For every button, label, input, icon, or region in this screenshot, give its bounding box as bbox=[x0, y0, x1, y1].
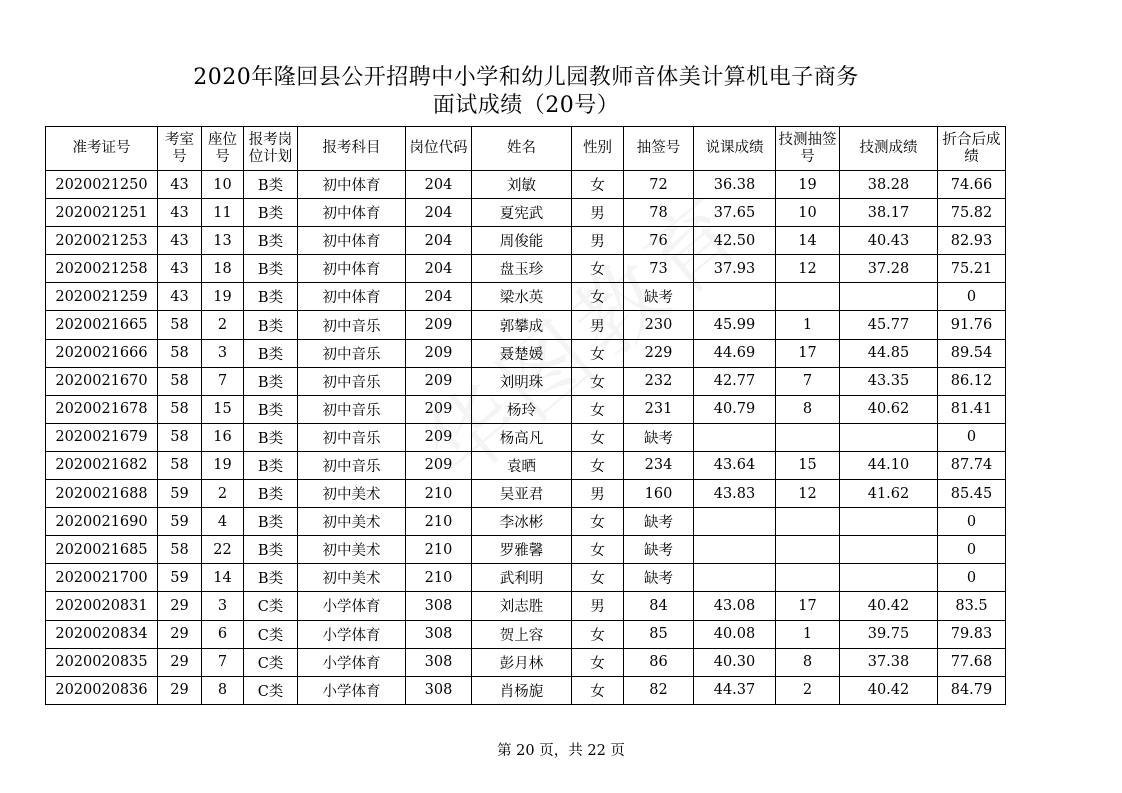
table-row bbox=[46, 480, 1006, 508]
table-cell: 初中体育 bbox=[298, 199, 406, 227]
table-cell: 周俊能 bbox=[472, 227, 572, 255]
table-cell bbox=[776, 536, 840, 564]
table-cell: 87.74 bbox=[938, 451, 1006, 479]
table-cell: 204 bbox=[406, 199, 472, 227]
table-cell: 初中体育 bbox=[298, 171, 406, 199]
table-cell: 女 bbox=[572, 676, 624, 704]
column-header: 技测抽签号 bbox=[776, 127, 840, 171]
table-cell: 2020021259 bbox=[46, 283, 158, 311]
table-cell: 2 bbox=[776, 676, 840, 704]
table-cell: 8 bbox=[202, 676, 244, 704]
table-cell: 初中音乐 bbox=[298, 339, 406, 367]
table-cell: 209 bbox=[406, 423, 472, 451]
table-cell: 刘敏 bbox=[472, 171, 572, 199]
table-cell: 204 bbox=[406, 171, 472, 199]
table-cell: 盘玉珍 bbox=[472, 255, 572, 283]
table-cell: 10 bbox=[776, 199, 840, 227]
table-cell: 女 bbox=[572, 508, 624, 536]
table-cell: 19 bbox=[202, 451, 244, 479]
page-footer: 第 20 页，共 22 页 bbox=[497, 743, 625, 759]
table-row bbox=[46, 395, 1006, 423]
table-cell: 308 bbox=[406, 676, 472, 704]
table-cell: 刘明珠 bbox=[472, 367, 572, 395]
table-cell: 45.77 bbox=[840, 311, 938, 339]
table-cell: 初中美术 bbox=[298, 508, 406, 536]
table-cell: 160 bbox=[624, 480, 694, 508]
table-cell: 39.75 bbox=[840, 620, 938, 648]
table-cell: 210 bbox=[406, 564, 472, 592]
table-cell: 209 bbox=[406, 311, 472, 339]
table-cell: 19 bbox=[776, 171, 840, 199]
table-cell: 小学体育 bbox=[298, 592, 406, 620]
table-cell: B类 bbox=[244, 536, 298, 564]
table-cell: C类 bbox=[244, 648, 298, 676]
table-cell: 77.68 bbox=[938, 648, 1006, 676]
table-cell: 8 bbox=[776, 648, 840, 676]
table-cell: 男 bbox=[572, 480, 624, 508]
table-cell: 29 bbox=[158, 676, 202, 704]
table-cell: 19 bbox=[202, 283, 244, 311]
table-cell: 2020021250 bbox=[46, 171, 158, 199]
table-cell: 小学体育 bbox=[298, 620, 406, 648]
table-cell: 209 bbox=[406, 339, 472, 367]
table-cell: 43 bbox=[158, 255, 202, 283]
table-cell: 0 bbox=[938, 423, 1006, 451]
table-row bbox=[46, 648, 1006, 676]
table-cell: 女 bbox=[572, 367, 624, 395]
table-cell bbox=[694, 283, 776, 311]
table-cell: 梁水英 bbox=[472, 283, 572, 311]
table-body bbox=[46, 171, 1006, 705]
table-cell: 40.08 bbox=[694, 620, 776, 648]
table-cell: 43 bbox=[158, 283, 202, 311]
table-cell: B类 bbox=[244, 283, 298, 311]
table-cell: B类 bbox=[244, 508, 298, 536]
table-cell: 女 bbox=[572, 423, 624, 451]
table-cell: 14 bbox=[202, 564, 244, 592]
table-cell: 38.17 bbox=[840, 199, 938, 227]
table-cell: 女 bbox=[572, 564, 624, 592]
table-cell: 缺考 bbox=[624, 564, 694, 592]
column-header: 报考岗位计划 bbox=[244, 127, 298, 171]
table-cell: 29 bbox=[158, 592, 202, 620]
table-cell: 贺上容 bbox=[472, 620, 572, 648]
table-cell: 41.62 bbox=[840, 480, 938, 508]
table-cell: 209 bbox=[406, 367, 472, 395]
table-cell: 初中音乐 bbox=[298, 311, 406, 339]
table-cell: 229 bbox=[624, 339, 694, 367]
table-cell bbox=[776, 423, 840, 451]
table-cell: B类 bbox=[244, 451, 298, 479]
table-cell: 17 bbox=[776, 339, 840, 367]
table-cell: 7 bbox=[202, 367, 244, 395]
table-cell: 59 bbox=[158, 564, 202, 592]
table-cell: 女 bbox=[572, 171, 624, 199]
table-cell: 29 bbox=[158, 648, 202, 676]
table-cell: 17 bbox=[776, 592, 840, 620]
table-cell: 37.28 bbox=[840, 255, 938, 283]
table-cell: 初中体育 bbox=[298, 283, 406, 311]
table-cell: 308 bbox=[406, 592, 472, 620]
table-cell: 初中体育 bbox=[298, 255, 406, 283]
table-cell: 2020021251 bbox=[46, 199, 158, 227]
table-cell: 16 bbox=[202, 423, 244, 451]
table-cell: C类 bbox=[244, 592, 298, 620]
table-cell: 男 bbox=[572, 311, 624, 339]
table-cell: 76 bbox=[624, 227, 694, 255]
column-header: 折合后成绩 bbox=[938, 127, 1006, 171]
table-cell bbox=[840, 423, 938, 451]
table-cell: B类 bbox=[244, 395, 298, 423]
table-cell: 男 bbox=[572, 199, 624, 227]
table-cell: 0 bbox=[938, 508, 1006, 536]
table-cell: B类 bbox=[244, 199, 298, 227]
table-cell: 43.08 bbox=[694, 592, 776, 620]
table-cell: 43 bbox=[158, 171, 202, 199]
table-cell: 43.35 bbox=[840, 367, 938, 395]
table-cell: 84.79 bbox=[938, 676, 1006, 704]
table-row bbox=[46, 423, 1006, 451]
table-row bbox=[46, 451, 1006, 479]
table-cell: 85 bbox=[624, 620, 694, 648]
table-header-row bbox=[46, 127, 1006, 171]
table-cell: 44.10 bbox=[840, 451, 938, 479]
table-cell: 袁晒 bbox=[472, 451, 572, 479]
table-row bbox=[46, 311, 1006, 339]
table-cell: 2020021253 bbox=[46, 227, 158, 255]
table-cell: 58 bbox=[158, 536, 202, 564]
table-cell: B类 bbox=[244, 255, 298, 283]
table-row bbox=[46, 283, 1006, 311]
table-cell: 204 bbox=[406, 227, 472, 255]
table-cell: 6 bbox=[202, 620, 244, 648]
table-cell: 40.30 bbox=[694, 648, 776, 676]
table-cell: 0 bbox=[938, 564, 1006, 592]
table-cell: 44.85 bbox=[840, 339, 938, 367]
table-cell bbox=[840, 536, 938, 564]
table-cell: B类 bbox=[244, 311, 298, 339]
table-cell: 2020020831 bbox=[46, 592, 158, 620]
table-cell: 204 bbox=[406, 283, 472, 311]
table-cell: 2020021682 bbox=[46, 451, 158, 479]
table-cell: 234 bbox=[624, 451, 694, 479]
table-row bbox=[46, 171, 1006, 199]
document-title-line2: 面试成绩（20号） bbox=[432, 93, 620, 118]
table-cell: 37.38 bbox=[840, 648, 938, 676]
table-cell: 58 bbox=[158, 311, 202, 339]
table-row bbox=[46, 536, 1006, 564]
table-cell: 初中音乐 bbox=[298, 367, 406, 395]
table-cell: 初中美术 bbox=[298, 564, 406, 592]
table-cell: 58 bbox=[158, 451, 202, 479]
column-header: 准考证号 bbox=[46, 127, 158, 171]
table-cell: 59 bbox=[158, 480, 202, 508]
table-cell: 缺考 bbox=[624, 423, 694, 451]
table-cell: 72 bbox=[624, 171, 694, 199]
table-cell: 40.43 bbox=[840, 227, 938, 255]
table-cell bbox=[694, 508, 776, 536]
table-cell: 7 bbox=[202, 648, 244, 676]
table-cell: 36.38 bbox=[694, 171, 776, 199]
table-cell: 75.21 bbox=[938, 255, 1006, 283]
table-cell: 初中音乐 bbox=[298, 423, 406, 451]
table-cell: 武利明 bbox=[472, 564, 572, 592]
table-cell: 40.42 bbox=[840, 676, 938, 704]
table-cell: 85.45 bbox=[938, 480, 1006, 508]
table-cell: B类 bbox=[244, 423, 298, 451]
table-cell: 37.65 bbox=[694, 199, 776, 227]
table-cell: 2020020836 bbox=[46, 676, 158, 704]
table-cell: 58 bbox=[158, 367, 202, 395]
table-cell: 女 bbox=[572, 255, 624, 283]
column-header: 考室号 bbox=[158, 127, 202, 171]
column-header: 技测成绩 bbox=[840, 127, 938, 171]
table-cell: 0 bbox=[938, 283, 1006, 311]
table-cell: 李冰彬 bbox=[472, 508, 572, 536]
table-cell: 夏宪武 bbox=[472, 199, 572, 227]
table-cell: 42.77 bbox=[694, 367, 776, 395]
column-header: 抽签号 bbox=[624, 127, 694, 171]
table-cell bbox=[694, 423, 776, 451]
table-row bbox=[46, 676, 1006, 704]
table-cell: 2020021679 bbox=[46, 423, 158, 451]
table-cell: 7 bbox=[776, 367, 840, 395]
table-cell: 59 bbox=[158, 508, 202, 536]
table-cell: 231 bbox=[624, 395, 694, 423]
table-cell: 2020020835 bbox=[46, 648, 158, 676]
table-cell: 小学体育 bbox=[298, 676, 406, 704]
table-cell: 2020021700 bbox=[46, 564, 158, 592]
table-cell: 40.42 bbox=[840, 592, 938, 620]
table-cell: 男 bbox=[572, 592, 624, 620]
table-cell: 79.83 bbox=[938, 620, 1006, 648]
table-cell: 2020021678 bbox=[46, 395, 158, 423]
table-cell: B类 bbox=[244, 480, 298, 508]
table-cell: 0 bbox=[938, 536, 1006, 564]
table-cell: B类 bbox=[244, 564, 298, 592]
table-cell: 女 bbox=[572, 536, 624, 564]
table-cell bbox=[840, 564, 938, 592]
table-cell: 女 bbox=[572, 648, 624, 676]
table-row bbox=[46, 564, 1006, 592]
column-header: 报考科目 bbox=[298, 127, 406, 171]
table-cell: 43.83 bbox=[694, 480, 776, 508]
table-row bbox=[46, 620, 1006, 648]
table-cell: 14 bbox=[776, 227, 840, 255]
table-cell: 1 bbox=[776, 620, 840, 648]
table-cell: 43 bbox=[158, 227, 202, 255]
table-cell: 78 bbox=[624, 199, 694, 227]
table-cell: 2020021685 bbox=[46, 536, 158, 564]
table-cell: 初中音乐 bbox=[298, 395, 406, 423]
table-cell: 罗雅馨 bbox=[472, 536, 572, 564]
table-cell: 缺考 bbox=[624, 283, 694, 311]
table-cell: 女 bbox=[572, 620, 624, 648]
table-cell: B类 bbox=[244, 367, 298, 395]
table-cell: 308 bbox=[406, 648, 472, 676]
table-cell: 44.37 bbox=[694, 676, 776, 704]
column-header: 座位号 bbox=[202, 127, 244, 171]
table-cell: 女 bbox=[572, 395, 624, 423]
table-cell: 18 bbox=[202, 255, 244, 283]
table-cell: 210 bbox=[406, 536, 472, 564]
table-cell: 230 bbox=[624, 311, 694, 339]
table-cell: 209 bbox=[406, 395, 472, 423]
table-cell: 40.79 bbox=[694, 395, 776, 423]
table-cell: 11 bbox=[202, 199, 244, 227]
table-cell: 缺考 bbox=[624, 536, 694, 564]
table-cell: 74.66 bbox=[938, 171, 1006, 199]
table-cell: 232 bbox=[624, 367, 694, 395]
table-cell: 58 bbox=[158, 395, 202, 423]
table-cell: 杨高凡 bbox=[472, 423, 572, 451]
table-cell: 45.99 bbox=[694, 311, 776, 339]
table-cell: 2020021670 bbox=[46, 367, 158, 395]
table-cell: 男 bbox=[572, 227, 624, 255]
table-cell: 女 bbox=[572, 283, 624, 311]
column-header: 岗位代码 bbox=[406, 127, 472, 171]
table-cell bbox=[840, 508, 938, 536]
table-cell: 2020021688 bbox=[46, 480, 158, 508]
table-cell: 58 bbox=[158, 339, 202, 367]
table-cell: 8 bbox=[776, 395, 840, 423]
document-title-line1: 2020年隆回县公开招聘中小学和幼儿园教师音体美计算机电子商务 bbox=[193, 65, 859, 90]
table-cell: 43.64 bbox=[694, 451, 776, 479]
table-cell: 91.76 bbox=[938, 311, 1006, 339]
table-cell: 2 bbox=[202, 480, 244, 508]
table-cell: 44.69 bbox=[694, 339, 776, 367]
table-cell: 肖杨旎 bbox=[472, 676, 572, 704]
table-cell: 210 bbox=[406, 480, 472, 508]
table-cell: 初中美术 bbox=[298, 536, 406, 564]
table-cell: 75.82 bbox=[938, 199, 1006, 227]
table-row bbox=[46, 508, 1006, 536]
table-row bbox=[46, 227, 1006, 255]
table-row bbox=[46, 255, 1006, 283]
table-cell: 82 bbox=[624, 676, 694, 704]
table-row bbox=[46, 367, 1006, 395]
table-cell: 2020021258 bbox=[46, 255, 158, 283]
table-cell: 4 bbox=[202, 508, 244, 536]
table-cell: 40.62 bbox=[840, 395, 938, 423]
table-cell: C类 bbox=[244, 676, 298, 704]
table-cell: 2020021690 bbox=[46, 508, 158, 536]
table-cell: B类 bbox=[244, 339, 298, 367]
table-cell: 2020021666 bbox=[46, 339, 158, 367]
table-cell: 12 bbox=[776, 480, 840, 508]
table-cell: 43 bbox=[158, 199, 202, 227]
table-cell bbox=[694, 564, 776, 592]
table-cell: 3 bbox=[202, 592, 244, 620]
table-cell: 15 bbox=[202, 395, 244, 423]
table-row bbox=[46, 339, 1006, 367]
table-cell: 38.28 bbox=[840, 171, 938, 199]
table-cell: 聂楚媛 bbox=[472, 339, 572, 367]
table-cell: 初中体育 bbox=[298, 227, 406, 255]
table-cell: 210 bbox=[406, 508, 472, 536]
table-cell: 86 bbox=[624, 648, 694, 676]
table-row bbox=[46, 592, 1006, 620]
table-cell: 204 bbox=[406, 255, 472, 283]
table-cell bbox=[840, 283, 938, 311]
score-table bbox=[45, 126, 1006, 705]
table-cell: B类 bbox=[244, 227, 298, 255]
table-cell: 81.41 bbox=[938, 395, 1006, 423]
table-cell: 308 bbox=[406, 620, 472, 648]
table-cell: 初中美术 bbox=[298, 480, 406, 508]
table-cell: 1 bbox=[776, 311, 840, 339]
table-cell: 89.54 bbox=[938, 339, 1006, 367]
table-cell: 209 bbox=[406, 451, 472, 479]
table-cell: 86.12 bbox=[938, 367, 1006, 395]
table-cell: 2020020834 bbox=[46, 620, 158, 648]
column-header: 姓名 bbox=[472, 127, 572, 171]
table-cell: 42.50 bbox=[694, 227, 776, 255]
column-header: 性别 bbox=[572, 127, 624, 171]
table-cell: 58 bbox=[158, 423, 202, 451]
table-cell: 2 bbox=[202, 311, 244, 339]
table-cell bbox=[694, 536, 776, 564]
table-cell: 15 bbox=[776, 451, 840, 479]
table-cell: B类 bbox=[244, 171, 298, 199]
table-cell: 37.93 bbox=[694, 255, 776, 283]
table-cell: 22 bbox=[202, 536, 244, 564]
table-cell: 女 bbox=[572, 339, 624, 367]
table-cell: 郭攀成 bbox=[472, 311, 572, 339]
table-cell: 2020021665 bbox=[46, 311, 158, 339]
table-cell: 84 bbox=[624, 592, 694, 620]
table-cell: 12 bbox=[776, 255, 840, 283]
table-cell: 29 bbox=[158, 620, 202, 648]
table-cell: 10 bbox=[202, 171, 244, 199]
table-cell: 吴亚君 bbox=[472, 480, 572, 508]
table-cell: 女 bbox=[572, 451, 624, 479]
column-header: 说课成绩 bbox=[694, 127, 776, 171]
table-row bbox=[46, 199, 1006, 227]
table-cell: 初中音乐 bbox=[298, 451, 406, 479]
table-cell: 13 bbox=[202, 227, 244, 255]
table-cell: 杨玲 bbox=[472, 395, 572, 423]
table-cell: 82.93 bbox=[938, 227, 1006, 255]
table-cell bbox=[776, 564, 840, 592]
table-cell: 刘志胜 bbox=[472, 592, 572, 620]
table-cell bbox=[776, 283, 840, 311]
table-cell: 小学体育 bbox=[298, 648, 406, 676]
table-cell: 缺考 bbox=[624, 508, 694, 536]
table-cell: 3 bbox=[202, 339, 244, 367]
table-cell: 73 bbox=[624, 255, 694, 283]
table-cell: 彭月林 bbox=[472, 648, 572, 676]
table-cell bbox=[776, 508, 840, 536]
table-cell: C类 bbox=[244, 620, 298, 648]
table-cell: 83.5 bbox=[938, 592, 1006, 620]
